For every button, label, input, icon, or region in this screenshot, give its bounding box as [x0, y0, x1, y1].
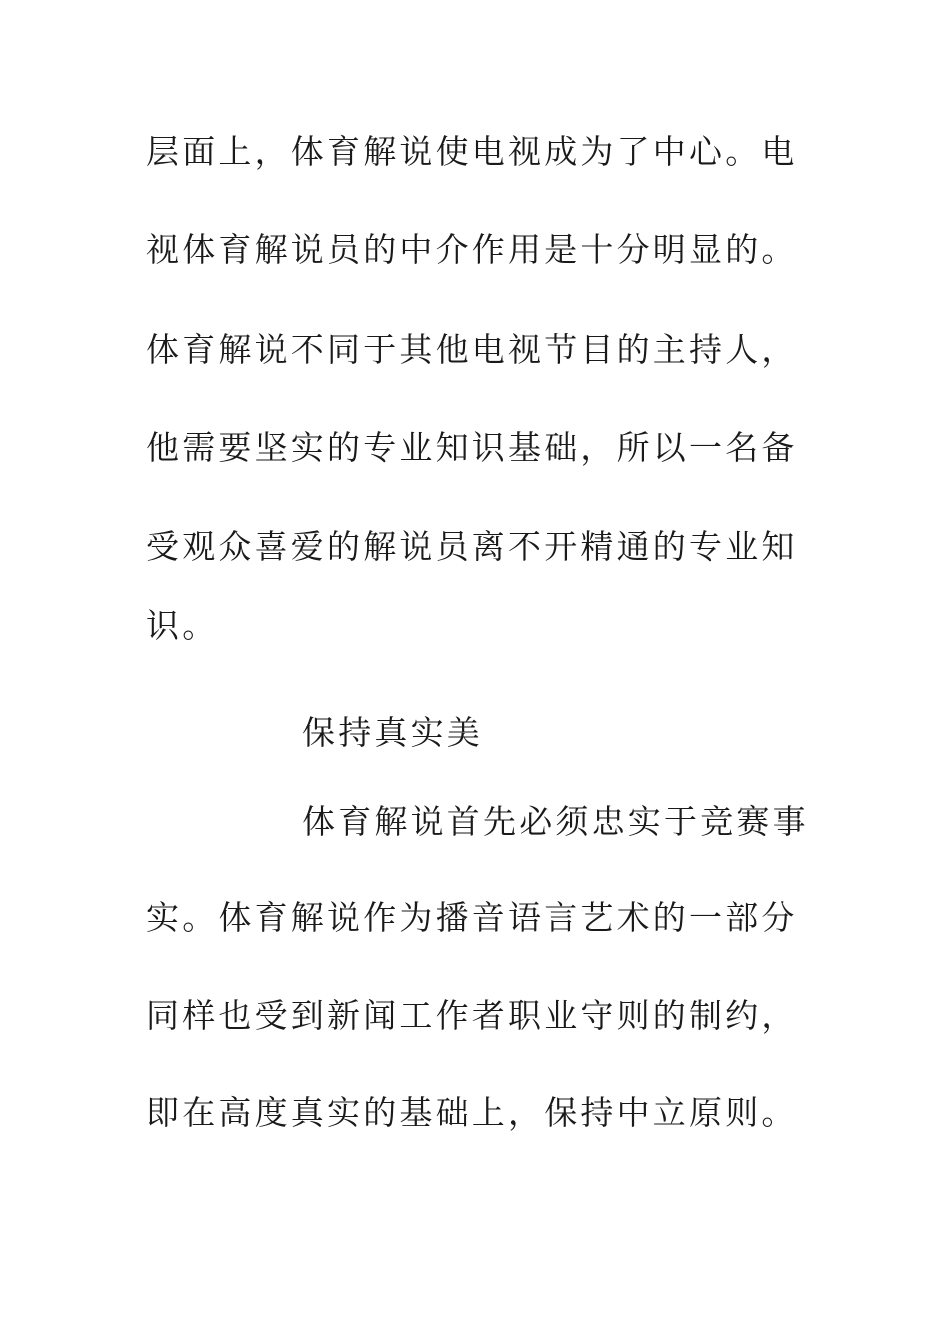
text-line: 层面上，体育解说使电视成为了中心。电: [146, 132, 798, 171]
text-line: 即在高度真实的基础上，保持中立原则。: [146, 1093, 798, 1132]
text-line: 识。: [146, 606, 219, 645]
text-line: 体育解说不同于其他电视节目的主持人，: [146, 330, 798, 369]
text-line: 体育解说首先必须忠实于竞赛事: [302, 802, 809, 841]
section-heading: 保持真实美: [302, 713, 483, 752]
text-line: 受观众喜爱的解说员离不开精通的专业知: [146, 527, 798, 566]
text-line: 实。体育解说作为播音语言艺术的一部分: [146, 898, 798, 937]
text-line: 视体育解说员的中介作用是十分明显的。: [146, 230, 798, 269]
text-line: 同样也受到新闻工作者职业守则的制约，: [146, 996, 798, 1035]
text-line: 他需要坚实的专业知识基础，所以一名备: [146, 428, 798, 467]
